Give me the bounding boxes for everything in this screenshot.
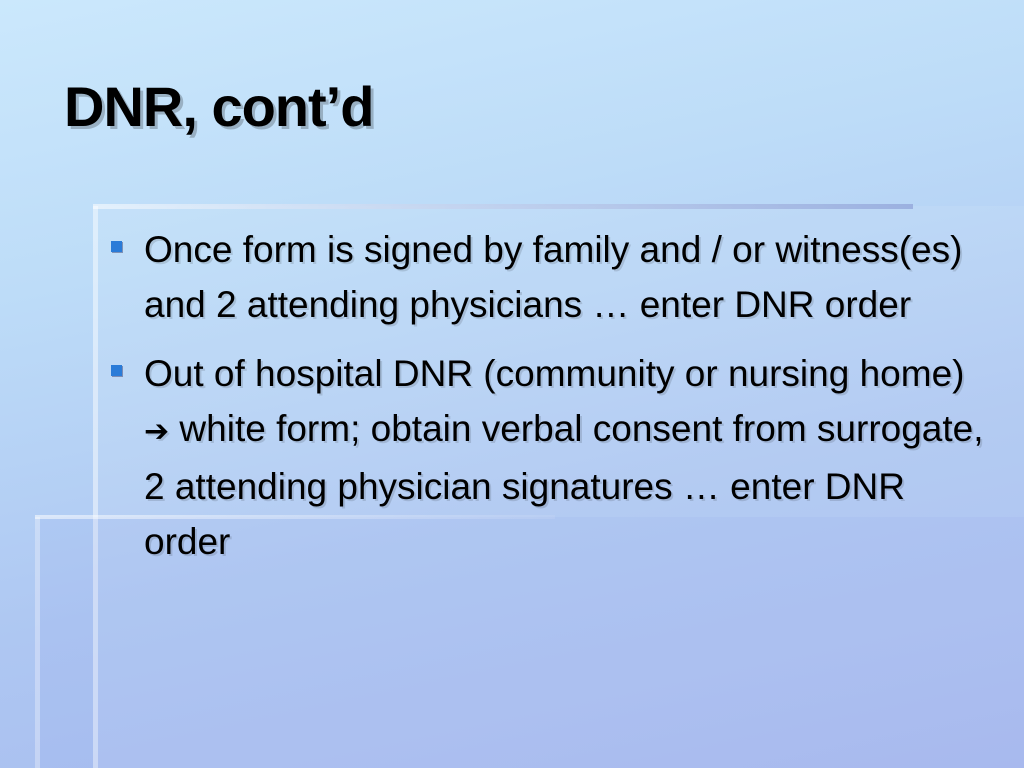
square-bullet-icon (111, 365, 122, 376)
right-arrow-icon: ➔ (144, 414, 170, 449)
square-bullet-icon (111, 241, 122, 252)
bullet-text-part: white form; obtain verbal consent from surrogate, 2 attending physician signatures … enter DNR order (144, 408, 984, 562)
bullet-text: Once form is signed by family and / or witness(es) and 2 attending physicians … enter DNR order (144, 229, 963, 325)
slide-title: DNR, cont’d (64, 75, 374, 138)
bullet-item (108, 222, 988, 332)
bullet-list (108, 222, 988, 583)
decorative-panel-upper-edge (93, 204, 913, 209)
bullet-item (108, 346, 988, 569)
bullet-text (144, 346, 988, 569)
bullet-text-part: Out of hospital DNR (community or nursing home) (144, 353, 965, 394)
